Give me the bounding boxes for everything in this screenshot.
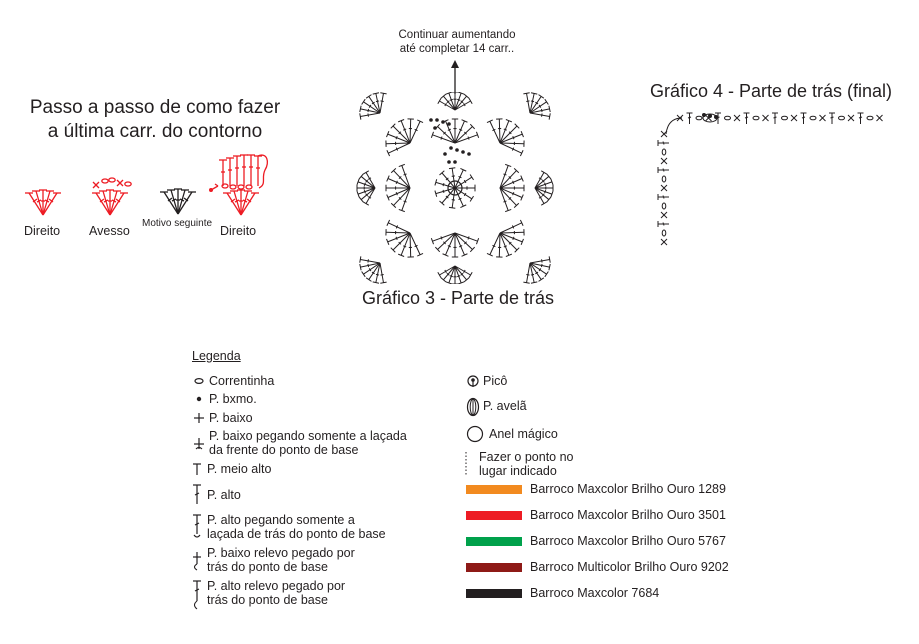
legend-label: P. alto pegando somente a — [207, 513, 355, 527]
color-swatch — [466, 589, 522, 598]
legend-item-chain — [192, 374, 274, 388]
color-swatch — [466, 563, 522, 572]
legend-item-picot — [466, 374, 507, 388]
graph4-diagram — [650, 104, 895, 254]
legend-item-half-double — [190, 462, 271, 476]
color-swatch-label: Barroco Maxcolor Brilho Ouro 3501 — [530, 508, 726, 522]
label-motivo-seguinte: Motivo seguinte — [142, 218, 213, 229]
legend-item-slip-stitch — [192, 392, 257, 406]
graph3-title: Gráfico 3 - Parte de trás — [361, 288, 555, 308]
legend-item-single-crochet — [192, 411, 253, 425]
legend-label: P. bxmo. — [209, 392, 257, 406]
slip-stitch-icon — [192, 392, 206, 406]
graph3-note-line1: Continuar aumentando — [398, 29, 516, 41]
puff-stitch-icon — [466, 397, 480, 417]
legend-label: P. baixo — [209, 411, 253, 425]
chain-icon — [192, 374, 206, 388]
legend-label: Fazer o ponto no — [479, 450, 574, 464]
legend-label: P. baixo relevo pegado por — [207, 546, 355, 560]
legend-item-magic-ring — [466, 425, 558, 443]
color-swatch-label: Barroco Multicolor Brilho Ouro 9202 — [530, 560, 729, 574]
single-crochet-icon — [192, 411, 206, 425]
legend-label: Anel mágico — [489, 427, 558, 441]
step-direito2-stitches — [211, 155, 267, 215]
steps-title-line2: a última carr. do contorno — [47, 121, 263, 142]
graph4-title: Gráfico 4 - Parte de trás (final) — [649, 81, 893, 101]
step-slip-dot — [209, 188, 213, 192]
color-swatch — [466, 485, 522, 494]
color-swatch — [466, 537, 522, 546]
legend-label: P. baixo pegando somente a laçada — [209, 429, 407, 443]
legend-label-2: lugar indicado — [479, 464, 557, 478]
double-crochet-icon — [190, 483, 204, 505]
graph3-note-line2: até completar 14 carr.. — [399, 43, 515, 55]
step-avesso-stitches — [92, 178, 131, 215]
magic-ring-icon — [466, 425, 484, 443]
dotted-line-icon — [462, 450, 476, 478]
picot-icon — [466, 374, 480, 388]
legend-label: P. meio alto — [207, 462, 272, 476]
legend-item-puff — [466, 397, 527, 417]
legend-item-bp-sc — [190, 546, 355, 574]
single-crochet-front-loop-icon — [192, 429, 206, 451]
legend-title: Legenda — [192, 349, 241, 363]
legend-item-sc-front-loop — [192, 429, 407, 457]
graph3-diagram — [355, 92, 555, 284]
step-motivo-stitches — [160, 189, 196, 214]
legend-item-dotted-line — [462, 450, 574, 478]
back-post-double-crochet-icon — [190, 579, 204, 611]
label-direito-1: Direito — [24, 224, 61, 238]
legend-item-bp-dc — [190, 579, 345, 611]
double-crochet-back-loop-icon — [190, 513, 204, 539]
legend-item-double — [190, 483, 241, 505]
color-swatch-label: Barroco Maxcolor Brilho Ouro 5767 — [530, 534, 726, 548]
legend-label: Correntinha — [209, 374, 275, 388]
legend-label-2: laçada de trás do ponto de base — [207, 527, 386, 541]
legend-label-2: trás do ponto de base — [207, 560, 328, 574]
color-swatch-label: Barroco Maxcolor Brilho Ouro 1289 — [530, 482, 726, 496]
label-avesso: Avesso — [89, 224, 130, 238]
legend-label: P. alto — [207, 488, 241, 502]
step-direito-stitches — [25, 190, 61, 215]
label-direito-2: Direito — [220, 224, 257, 238]
half-double-crochet-icon — [190, 462, 204, 476]
legend-label-2: da frente do ponto de base — [209, 443, 359, 457]
legend-label: P. avelã — [483, 399, 527, 413]
steps-diagram — [15, 148, 290, 223]
legend-item-dc-back-loop — [190, 513, 386, 541]
color-swatch-label: Barroco Maxcolor 7684 — [530, 586, 660, 600]
legend-label-2: trás do ponto de base — [207, 593, 328, 607]
legend-label: P. alto relevo pegado por — [207, 579, 346, 593]
back-post-single-crochet-icon — [190, 546, 204, 572]
legend-label: Picô — [483, 374, 508, 388]
color-swatch — [466, 511, 522, 520]
steps-title-line1: Passo a passo de como fazer — [29, 97, 281, 118]
